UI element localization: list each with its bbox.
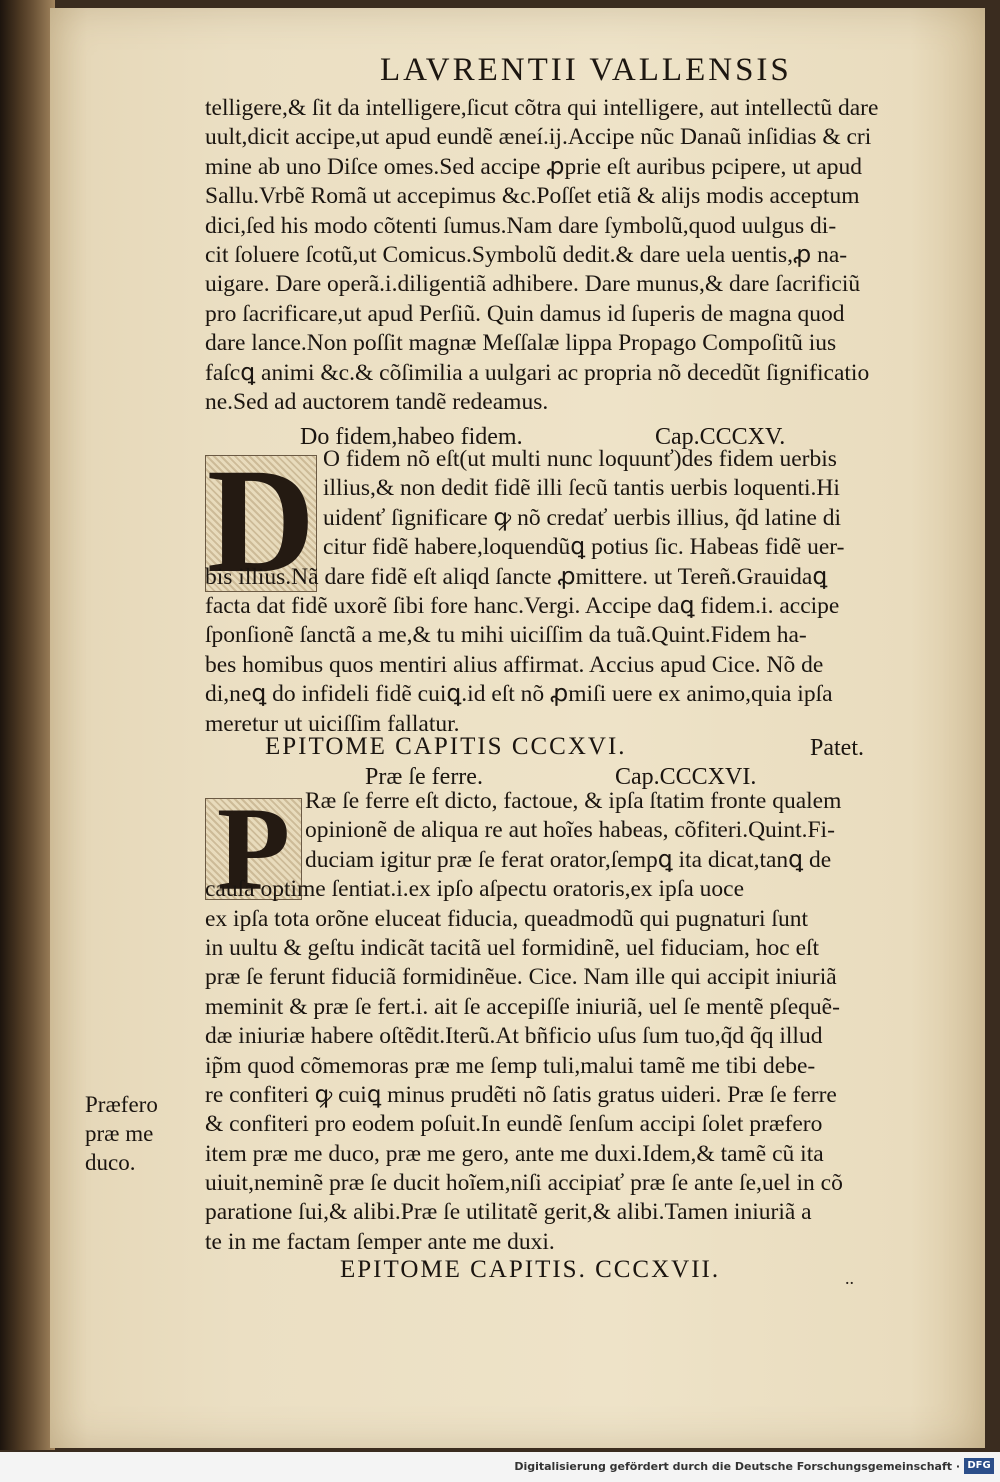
text-line: te in me factam ſemper ante me duxi.: [205, 1228, 555, 1255]
text-line: uiuit,neminẽ præ ſe ducit hoĩem,niſi accipiať præ ſe ante ſe,uel in cõ: [205, 1170, 843, 1197]
text-line: & confiteri pro eodem poſuit.In eundẽ ſenſum accipi ſolet præfero: [205, 1111, 823, 1138]
margin-note-line: Præfero: [85, 1092, 158, 1117]
text-line: illius,& non dedit fidẽ illi ſecũ tantis uerbis loquenti.Hi: [323, 475, 840, 502]
running-head: LAVRENTII VALLENSIS: [380, 52, 792, 88]
text-line: di,neꝗ do infideli fidẽ cuiꝗ.id eſt nõ ꝓmiſi uere ex animo,quia ipſa: [205, 681, 833, 708]
epitome-316-note: Patet.: [810, 735, 864, 761]
text-line: citur fidẽ habere,loquendũꝗ potius ſic. Habeas fidẽ uer-: [323, 534, 845, 561]
text-line: uidenť ſignificare ꝙ nõ credať uerbis illius, q̃d latine di: [323, 504, 842, 531]
text-line: bis illius.Nã dare fidẽ eſt aliqd ſancte ꝓmittere. ut Tereñ.Grauidaꝗ: [205, 563, 828, 590]
text-line: duciam igitur præ ſe ferat orator,ſempꝗ ita dicat,tanꝗ de: [305, 846, 832, 873]
text-line: ex ipſa tota orõne eluceat fiducia, queadmodũ qui pugnaturi ſunt: [205, 905, 808, 932]
text-line: meminit & præ ſe fert.i. ait ſe accepiſſe iniuriã, uel ſe mentẽ pſequẽ-: [205, 993, 840, 1020]
text-line: mine ab uno Diſce omes.Sed accipe ꝓprie eſt auribus pcipere, ut apud: [205, 153, 863, 180]
digitization-footer: [0, 1452, 1000, 1482]
text-line: O fidem nõ eſt(ut multi nunc loquunť)des fidem uerbis: [323, 446, 837, 472]
text-line: cit ſoluere ſcotũ,ut Comicus.Symbolũ dedit.& dare uela uentis,ꝓ na-: [205, 241, 848, 268]
catchword-mark: ..: [845, 1268, 854, 1288]
text-line: Sallu.Vrbẽ Romã ut accepimus &c.Poſſet etiã & alijs modis acceptum: [205, 183, 860, 210]
text-line: ne.Sed ad auctorem tandẽ redeamus.: [205, 388, 549, 415]
text-line: faſcꝗ animi &c.& cõſimilia a uulgari ac propria nõ decedũt ſignificatio: [205, 359, 870, 386]
margin-note-line: duco.: [85, 1150, 136, 1175]
text-line: ſponſionẽ ſanctã a me,& tu mihi uiciſſim da tuã.Quint.Fidem ha-: [205, 622, 807, 649]
margin-note-line: præ me: [85, 1121, 154, 1146]
decorated-initial-p: P: [205, 798, 302, 900]
text-line: item præ me duco, præ me gero, ante me duxi.Idem,& tamẽ cũ ita: [205, 1140, 824, 1167]
text-block-2: [205, 438, 945, 739]
text-line: facta dat fidẽ uxorẽ ſibi fore hanc.Vergi. Accipe daꝗ fidem.i. accipe: [205, 592, 840, 619]
text-line: meretur ut uiciſſim fallatur.: [205, 710, 460, 737]
text-line: uult,dicit accipe,ut apud eundẽ æneí.ij.Accipe nũc Danaũ inſidias & cri: [205, 124, 872, 151]
margin-note: [85, 1090, 158, 1177]
text-line: re confiteri ꝙ cuiꝗ minus prudẽti nõ ſatis gratus uideri. Præ ſe ferre: [205, 1081, 837, 1108]
text-line: cauſa optime ſentiat.i.ex ipſo aſpectu oratoris,ex ipſa uoce: [205, 876, 744, 903]
text-line: opinionẽ de aliqua re aut hoĩes habeas, cõfiteri.Quint.Fi-: [305, 817, 835, 844]
text-line: præ ſe ferunt fiduciã formidinẽue. Cice. Nam ille qui accipit iniuriã: [205, 964, 837, 991]
text-line: bes homibus quos mentiri alius affirmat. Accius apud Cice. Nõ de: [205, 651, 824, 678]
chapter-315-title: Do fidem,habeo fidem.: [300, 424, 523, 450]
chapter-315-number: Cap.CCCXV.: [655, 424, 786, 450]
text-block-1: [205, 94, 945, 417]
dfg-logo-icon[interactable]: DFG: [964, 1458, 994, 1474]
text-line: dici,ſed his modo cõtenti ſumus.Nam dare ſymbolũ,quod uulgus di-: [205, 212, 837, 239]
text-line: uigare. Dare operã.i.diligentiã adhibere. Dare munus,& dare ſacrificiũ: [205, 271, 861, 298]
text-line: telligere,& ſit da intelligere,ſicut cõtra qui intelligere, aut intellectũ dare: [205, 95, 879, 121]
chapter-316-number: Cap.CCCXVI.: [615, 764, 757, 790]
text-line: paratione ſui,& alibi.Præ ſe utilitatẽ gerit,& alibi.Tamen iniuriã a: [205, 1199, 812, 1226]
text-line: ip̃m quod cõmemoras præ me ſemp tuli,malui tamẽ me tibi debe-: [205, 1052, 816, 1079]
text-block-3: [205, 787, 945, 1257]
book-spine: [0, 0, 55, 1450]
epitome-317-title: EPITOME CAPITIS. CCCXVII.: [340, 1256, 721, 1283]
decorated-initial-d: D: [206, 438, 316, 604]
epitome-316-title: EPITOME CAPITIS CCCXVI.: [265, 733, 627, 760]
text-line: in uultu & geſtu indicãt tacitã uel formidinẽ, uel fiduciam, hoc eſt: [205, 934, 820, 961]
text-line: Ræ ſe ferre eſt dicto, factoue, & ipſa ſtatim fronte qualem: [305, 788, 842, 814]
text-line: dæ iniuriæ habere oſtẽdit.Iterũ.At bñficio uſus ſum tuo,q̃d q̃q illud: [205, 1023, 823, 1050]
text-line: pro ſacrificare,ut apud Perſiũ. Quin damus id ſuperis de magna quod: [205, 300, 845, 327]
chapter-316-title: Præ ſe ferre.: [365, 764, 483, 790]
text-line: dare lance.Non poſſit magnæ Meſſalæ lippa Propago Compoſitũ ius: [205, 330, 837, 357]
footer-credit: Digitalisierung gefördert durch die Deutsche Forschungsgemeinschaft ·: [514, 1460, 960, 1473]
